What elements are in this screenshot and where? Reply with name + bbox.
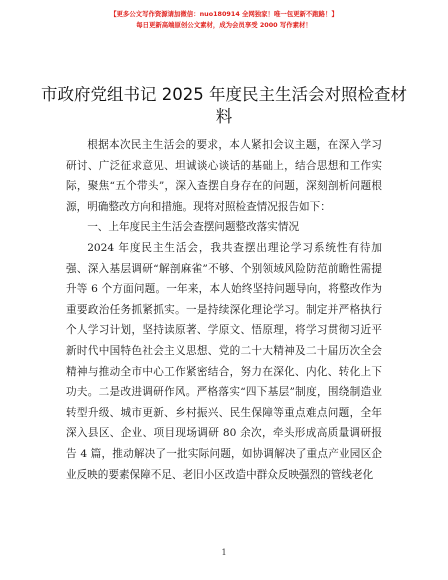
page-number: 1: [221, 548, 227, 557]
body-paragraph: 2024 年度民主生活会，我共查摆出理论学习系统性有待加强、深入基层调研“解剖麻雀”不够、个别领域风险防范前瞻性需提升等 6 个方面问题。一年来，本人始终坚持问题导向，将整改作为重要政治任务抓紧抓实。一是持续深化理论学习。制定并严格执行个人学习计划，坚持读原著、学原文、悟原理，将学习贯彻习近平新时代中国特色社会主义思想、党的二十大精神及二十届历次全会精神与推动全市中心工作紧密结合，努力在深化、内化、转化上下功夫。二是改进调研作风。严格落实“四下基层”制度，围绕制造业转型升级、城市更新、乡村振兴、民生保障等重点难点问题，全年深入县区、企业、项目现场调研 80 余次，牵头形成高质量调研报告 4 篇，推动解决了一批实际问题，如协调解决了重点产业园区企业反映的要素保障不足、老旧小区改造中群众反映强烈的管线老化: [66, 241, 382, 481]
document-title: 市政府党组书记 2025 年度民主生活会对照检查材料: [41, 85, 407, 126]
document-body: [66, 135, 382, 485]
promo-banner-line1: 【更多公文写作资源请加微信：nuo180914 全网独家！唯一包更新不跑路！】: [110, 10, 338, 18]
intro-paragraph: 根据本次民主生活会的要求，本人紧扣会议主题，在深入学习研讨、广泛征求意见、坦诚谈心谈话的基础上，结合思想和工作实际，聚焦“五个带头”，深入查摆自身存在的问题，深刻剖析问题根源，明确整改方向和措施。现将对照检查情况报告如下：: [66, 139, 382, 213]
promo-banner-line2: 每日更新高端原创公文素材，成为会员享受 2000 写作素材！: [136, 21, 312, 29]
section-heading: 一、上年度民主生活会查摆问题整改落实情况: [87, 221, 300, 234]
promo-banner: [0, 9, 448, 31]
